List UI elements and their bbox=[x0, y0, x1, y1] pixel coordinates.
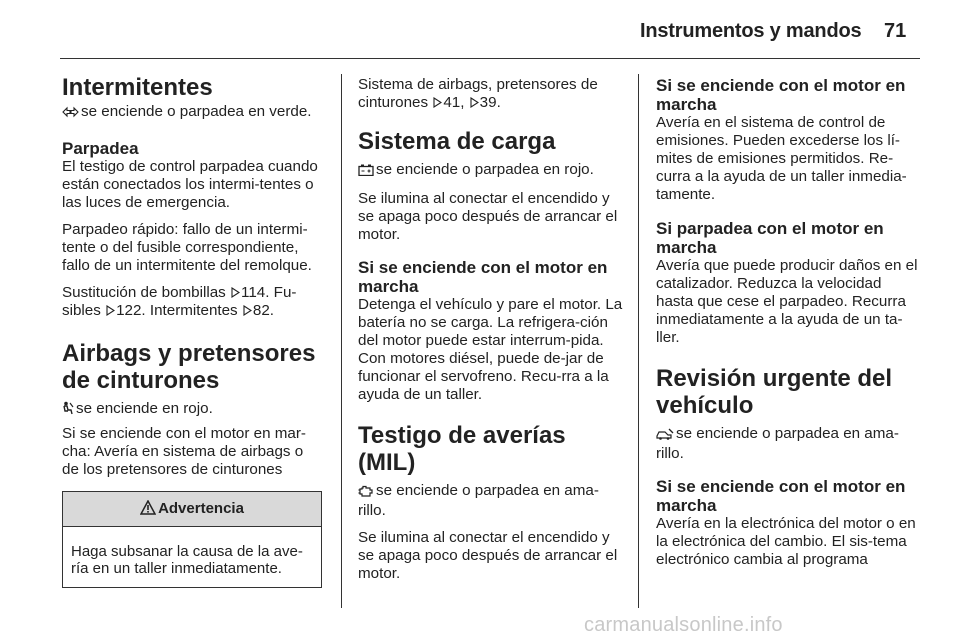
parpadea-p2: Parpadeo rápido: fallo de un intermi-tente o del fusible correspondiente, fallo de un intermitente del remolque. bbox=[62, 221, 312, 274]
subsection-title-revision-motor: Si se enciende con el motor en marcha bbox=[656, 477, 906, 515]
mil-p2: Se ilumina al conectar el encendido y se apaga poco después de arrancar el motor. bbox=[358, 529, 618, 582]
text-fusibles: 114. Fu-sibles bbox=[62, 284, 297, 319]
header-rule bbox=[60, 58, 920, 59]
warning-title: Advertencia bbox=[158, 500, 244, 517]
page-reference-arrow-icon bbox=[433, 95, 442, 106]
revision-desc: se enciende o parpadea en ama-rillo. bbox=[656, 425, 899, 462]
page-number: 71 bbox=[884, 20, 907, 42]
text-ref-39: 39. bbox=[479, 94, 501, 111]
text-airbags-system: Sistema de airbags, pretensores de cinturones bbox=[358, 76, 598, 111]
page-reference-arrow-icon bbox=[470, 95, 479, 106]
watermark: carmanualsonline.info bbox=[584, 614, 783, 636]
subsection-title-carga-motor: Si se enciende con el motor en marcha bbox=[358, 258, 608, 296]
parpadea-p3 bbox=[62, 284, 324, 320]
battery-icon bbox=[358, 163, 374, 181]
car-wrench-icon bbox=[656, 427, 674, 445]
column-1 bbox=[62, 74, 324, 588]
text-ref-82: 82. bbox=[252, 302, 275, 319]
parpadea-p1: El testigo de control parpadea cuando están conectados los intermi-tentes o las luces de emergencia. bbox=[62, 158, 318, 211]
page-header-title: Instrumentos y mandos bbox=[640, 20, 862, 42]
text-intermitentes-ref: 122. Intermitentes bbox=[116, 302, 238, 319]
carga-desc: se enciende o parpadea en rojo. bbox=[376, 161, 594, 178]
airbags-desc: se enciende en rojo. bbox=[76, 400, 213, 417]
column-divider bbox=[638, 74, 639, 608]
section-title-intermitentes: Intermitentes bbox=[62, 74, 213, 101]
section-title-airbags: Airbags y pretensores de cinturones bbox=[62, 340, 316, 394]
turn-signal-arrows-icon bbox=[62, 105, 79, 123]
column-3 bbox=[656, 76, 922, 578]
revision-sub-text: Avería en la electrónica del motor o en la electrónica del cambio. El sis-tema electrónico cambia al programa bbox=[656, 515, 916, 568]
mil-sub1-text: Avería en el sistema de control de emisiones. Pueden excederse los lí-mites de emisiones permitidos. Re-curra a la ayuda de un taller inmedia-tamente. bbox=[656, 114, 907, 203]
warning-box bbox=[62, 491, 322, 588]
subsection-title-parpadea: Parpadea bbox=[62, 139, 139, 158]
text-bombillas: Sustitución de bombillas bbox=[62, 284, 226, 301]
mil-desc: se enciende o parpadea en ama-rillo. bbox=[358, 482, 599, 519]
airbags-ref-paragraph bbox=[358, 76, 624, 112]
engine-icon bbox=[358, 484, 374, 502]
section-title-carga: Sistema de carga bbox=[358, 128, 556, 155]
airbag-person-icon bbox=[62, 401, 74, 420]
airbags-p2: Si se enciende con el motor en mar-cha: Avería en sistema de airbags o de los pretensores de cinturones bbox=[62, 425, 306, 478]
page-reference-arrow-icon bbox=[106, 303, 115, 314]
warning-triangle-icon bbox=[140, 494, 156, 528]
warning-text: Haga subsanar la causa de la ave-ría en un taller inmediatamente. bbox=[71, 543, 303, 577]
section-title-revision: Revisión urgente del vehículo bbox=[656, 365, 893, 419]
text-ref-41: 41, bbox=[443, 94, 465, 111]
intermitentes-desc: se enciende o parpadea en verde. bbox=[81, 103, 312, 120]
carga-p2: Se ilumina al conectar el encendido y se apaga poco después de arrancar el motor. bbox=[358, 190, 618, 243]
carga-sub-text: Detenga el vehículo y pare el motor. La batería no se carga. La refrigera-ción del motor puede estar interrum-pida. Con motores diésel, puede de-jar de funcionar el servofreno. Recu-rra a la ayuda de un taller. bbox=[358, 296, 623, 403]
warning-box-header bbox=[63, 492, 321, 527]
column-divider bbox=[341, 74, 342, 608]
subsection-title-mil-parpadea: Si parpadea con el motor en marcha bbox=[656, 219, 884, 257]
mil-sub2-text: Avería que puede producir daños en el catalizador. Reduzca la velocidad hasta que cese el parpadeo. Recurra inmediatamente a la ayuda de un ta-ller. bbox=[656, 257, 918, 346]
column-2 bbox=[358, 76, 624, 592]
page-reference-arrow-icon bbox=[231, 285, 240, 296]
subsection-title-mil-motor: Si se enciende con el motor en marcha bbox=[656, 76, 906, 114]
page-reference-arrow-icon bbox=[243, 303, 252, 314]
section-title-mil: Testigo de averías (MIL) bbox=[358, 422, 566, 476]
